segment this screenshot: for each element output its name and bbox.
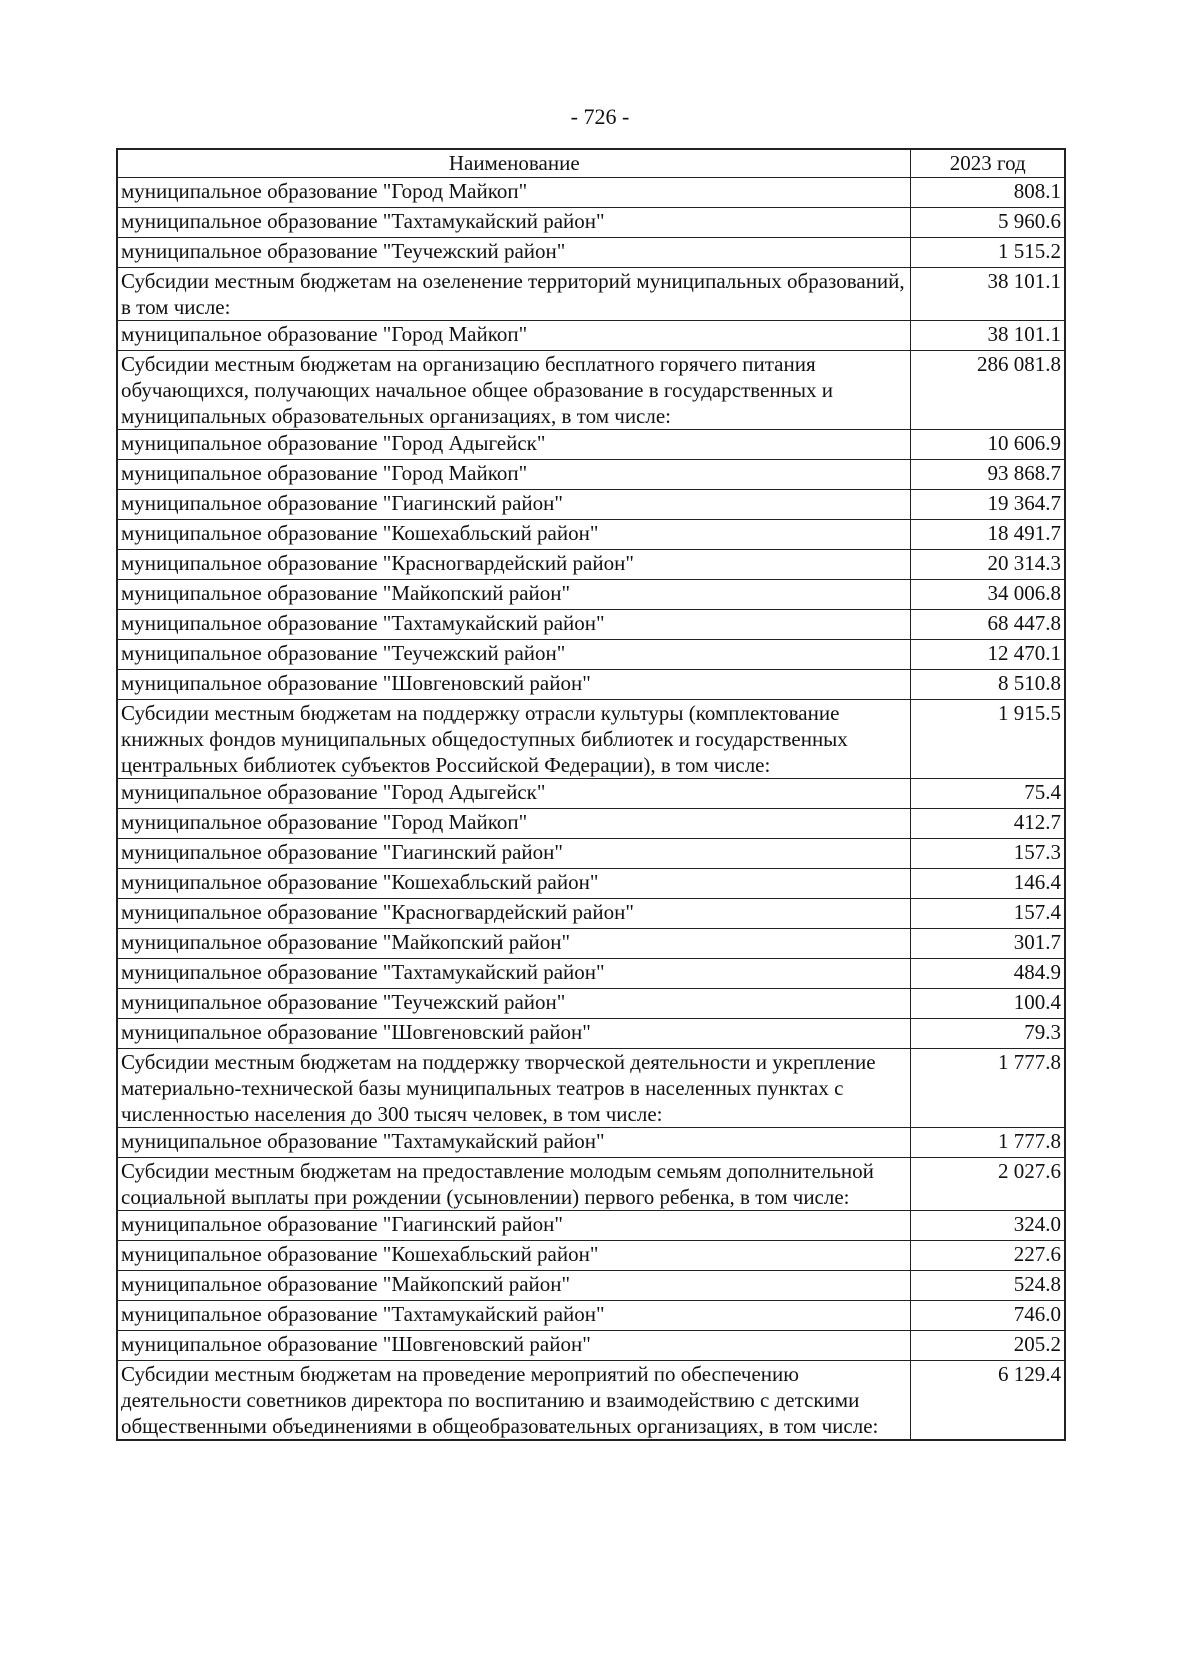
row-value: 5 960.6 bbox=[910, 208, 1065, 238]
table-row bbox=[117, 1301, 1065, 1331]
row-value: 412.7 bbox=[910, 809, 1065, 839]
row-value: 301.7 bbox=[910, 929, 1065, 959]
table-row bbox=[117, 1271, 1065, 1301]
row-value: 38 101.1 bbox=[910, 268, 1065, 321]
row-value: 68 447.8 bbox=[910, 610, 1065, 640]
row-value: 12 470.1 bbox=[910, 640, 1065, 670]
table-row bbox=[117, 700, 1065, 779]
table-row bbox=[117, 1361, 1065, 1441]
table-row bbox=[117, 670, 1065, 700]
table-row bbox=[117, 779, 1065, 809]
row-value: 524.8 bbox=[910, 1271, 1065, 1301]
row-value: 1 777.8 bbox=[910, 1049, 1065, 1128]
table-row bbox=[117, 929, 1065, 959]
table-row bbox=[117, 809, 1065, 839]
table-row bbox=[117, 268, 1065, 321]
row-value: 324.0 bbox=[910, 1211, 1065, 1241]
row-name: муниципальное образование "Гиагинский район" bbox=[117, 490, 910, 520]
row-value: 8 510.8 bbox=[910, 670, 1065, 700]
row-name: муниципальное образование "Майкопский район" bbox=[117, 580, 910, 610]
table-row bbox=[117, 1049, 1065, 1128]
table-body bbox=[117, 178, 1065, 1441]
table-row bbox=[117, 430, 1065, 460]
row-value: 146.4 bbox=[910, 869, 1065, 899]
table-row bbox=[117, 1331, 1065, 1361]
row-value: 18 491.7 bbox=[910, 520, 1065, 550]
table-row bbox=[117, 238, 1065, 268]
budget-table bbox=[116, 148, 1066, 1441]
table-row bbox=[117, 1241, 1065, 1271]
table-row bbox=[117, 1128, 1065, 1158]
row-value: 10 606.9 bbox=[910, 430, 1065, 460]
table-row bbox=[117, 321, 1065, 351]
row-value: 79.3 bbox=[910, 1019, 1065, 1049]
row-value: 100.4 bbox=[910, 989, 1065, 1019]
table-row bbox=[117, 899, 1065, 929]
header-year: 2023 год bbox=[910, 149, 1065, 178]
row-name: муниципальное образование "Гиагинский район" bbox=[117, 1211, 910, 1241]
table-row bbox=[117, 460, 1065, 490]
row-value: 93 868.7 bbox=[910, 460, 1065, 490]
row-name: муниципальное образование "Шовгеновский район" bbox=[117, 1331, 910, 1361]
row-value: 157.3 bbox=[910, 839, 1065, 869]
table-header-row bbox=[117, 149, 1065, 178]
table-row bbox=[117, 839, 1065, 869]
row-name: муниципальное образование "Шовгеновский район" bbox=[117, 670, 910, 700]
row-value: 2 027.6 bbox=[910, 1158, 1065, 1211]
row-name: Субсидии местным бюджетам на предоставление молодым семьям дополнительной социальной выплаты при рождении (усыновлении) первого ребенка, в том числе: bbox=[117, 1158, 910, 1211]
row-name: муниципальное образование "Город Адыгейск" bbox=[117, 430, 910, 460]
table-row bbox=[117, 869, 1065, 899]
header-name: Наименование bbox=[117, 149, 910, 178]
row-name: муниципальное образование "Город Адыгейск" bbox=[117, 779, 910, 809]
table-row bbox=[117, 989, 1065, 1019]
row-name: муниципальное образование "Шовгеновский район" bbox=[117, 1019, 910, 1049]
row-name: муниципальное образование "Город Майкоп" bbox=[117, 178, 910, 208]
table-row bbox=[117, 351, 1065, 430]
row-name: муниципальное образование "Город Майкоп" bbox=[117, 809, 910, 839]
row-name: муниципальное образование "Кошехабльский район" bbox=[117, 1241, 910, 1271]
row-name: муниципальное образование "Тахтамукайский район" bbox=[117, 208, 910, 238]
row-name: Субсидии местным бюджетам на проведение мероприятий по обеспечению деятельности советников директора по воспитанию и взаимодействию с детскими общественными объединениями в общеобразовательных организациях, в том числе: bbox=[117, 1361, 910, 1441]
row-name: муниципальное образование "Красногвардейский район" bbox=[117, 899, 910, 929]
row-value: 746.0 bbox=[910, 1301, 1065, 1331]
table-row bbox=[117, 610, 1065, 640]
table-row bbox=[117, 208, 1065, 238]
table-row bbox=[117, 550, 1065, 580]
table-row bbox=[117, 1211, 1065, 1241]
table-row bbox=[117, 640, 1065, 670]
row-name: муниципальное образование "Город Майкоп" bbox=[117, 321, 910, 351]
row-value: 20 314.3 bbox=[910, 550, 1065, 580]
row-name: муниципальное образование "Кошехабльский район" bbox=[117, 869, 910, 899]
row-name: муниципальное образование "Майкопский район" bbox=[117, 1271, 910, 1301]
row-name: муниципальное образование "Тахтамукайский район" bbox=[117, 1128, 910, 1158]
row-name: муниципальное образование "Кошехабльский район" bbox=[117, 520, 910, 550]
row-name: муниципальное образование "Теучежский район" bbox=[117, 238, 910, 268]
row-value: 157.4 bbox=[910, 899, 1065, 929]
table-row bbox=[117, 1158, 1065, 1211]
table-row bbox=[117, 959, 1065, 989]
row-value: 19 364.7 bbox=[910, 490, 1065, 520]
table-row bbox=[117, 490, 1065, 520]
row-value: 1 915.5 bbox=[910, 700, 1065, 779]
row-name: муниципальное образование "Майкопский район" bbox=[117, 929, 910, 959]
row-name: муниципальное образование "Тахтамукайский район" bbox=[117, 1301, 910, 1331]
row-name: муниципальное образование "Город Майкоп" bbox=[117, 460, 910, 490]
row-name: Субсидии местным бюджетам на организацию бесплатного горячего питания обучающихся, получающих начальное общее образование в государственных и муниципальных образовательных организациях, в том числе: bbox=[117, 351, 910, 430]
row-name: муниципальное образование "Тахтамукайский район" bbox=[117, 959, 910, 989]
table-row bbox=[117, 520, 1065, 550]
table-row bbox=[117, 1019, 1065, 1049]
row-value: 484.9 bbox=[910, 959, 1065, 989]
row-value: 205.2 bbox=[910, 1331, 1065, 1361]
table-row bbox=[117, 580, 1065, 610]
row-value: 38 101.1 bbox=[910, 321, 1065, 351]
row-value: 1 777.8 bbox=[910, 1128, 1065, 1158]
row-name: Субсидии местным бюджетам на поддержку творческой деятельности и укрепление материально-технической базы муниципальных театров в населенных пунктах с численностью населения до 300 тысяч человек, в том числе: bbox=[117, 1049, 910, 1128]
row-name: муниципальное образование "Красногвардейский район" bbox=[117, 550, 910, 580]
row-name: муниципальное образование "Гиагинский район" bbox=[117, 839, 910, 869]
row-value: 808.1 bbox=[910, 178, 1065, 208]
page-number: - 726 - bbox=[570, 104, 630, 129]
row-value: 6 129.4 bbox=[910, 1361, 1065, 1441]
row-name: муниципальное образование "Тахтамукайский район" bbox=[117, 610, 910, 640]
row-value: 227.6 bbox=[910, 1241, 1065, 1271]
row-value: 75.4 bbox=[910, 779, 1065, 809]
row-value: 286 081.8 bbox=[910, 351, 1065, 430]
row-name: Субсидии местным бюджетам на озеленение территорий муниципальных образований, в том числе: bbox=[117, 268, 910, 321]
row-name: муниципальное образование "Теучежский район" bbox=[117, 989, 910, 1019]
row-value: 34 006.8 bbox=[910, 580, 1065, 610]
table-row bbox=[117, 178, 1065, 208]
row-value: 1 515.2 bbox=[910, 238, 1065, 268]
row-name: Субсидии местным бюджетам на поддержку отрасли культуры (комплектование книжных фондов муниципальных общедоступных библиотек и государственных центральных библиотек субъектов Российской Федерации), в том числе: bbox=[117, 700, 910, 779]
row-name: муниципальное образование "Теучежский район" bbox=[117, 640, 910, 670]
